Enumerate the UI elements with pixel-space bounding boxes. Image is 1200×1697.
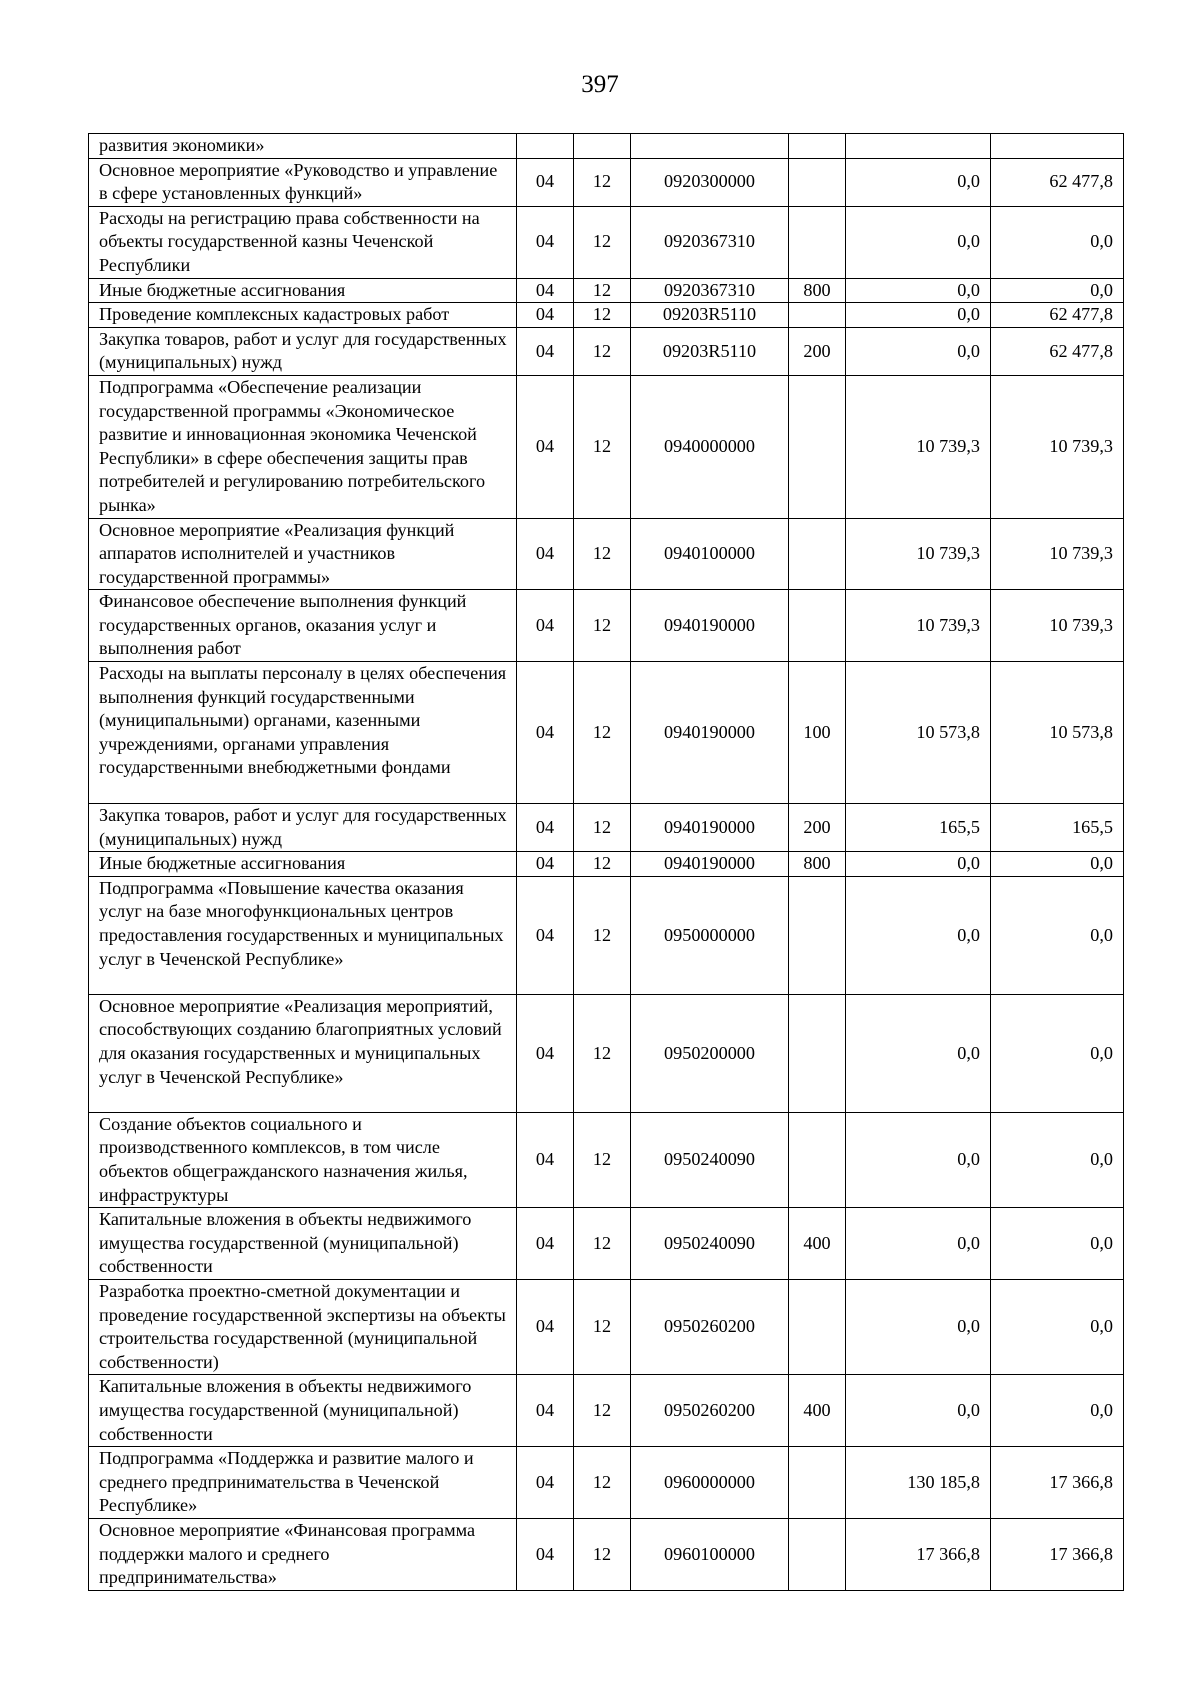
expense-type-code: 400 xyxy=(789,1375,846,1447)
table-row xyxy=(89,994,1124,1112)
budget-item-name: Проведение комплексных кадастровых работ xyxy=(89,303,517,328)
amount-year-2: 0,0 xyxy=(991,876,1124,994)
subsection-code: 12 xyxy=(574,278,631,303)
amount-year-2: 62 477,8 xyxy=(991,303,1124,328)
budget-item-name: Финансовое обеспечение выполнения функций государственных органов, оказания услуг и выполнения работ xyxy=(89,590,517,662)
expense-type-code xyxy=(789,518,846,590)
subsection-code: 12 xyxy=(574,1518,631,1590)
amount-year-1: 10 739,3 xyxy=(846,590,991,662)
target-article-code: 0960000000 xyxy=(631,1447,789,1519)
expense-type-code: 100 xyxy=(789,662,846,804)
table-row xyxy=(89,303,1124,328)
table-row xyxy=(89,158,1124,206)
expense-type-code xyxy=(789,876,846,994)
budget-item-name: Подпрограмма «Поддержка и развитие малого и среднего предпринимательства в Чеченской Республике» xyxy=(89,1447,517,1519)
table-body xyxy=(89,134,1124,1591)
table-row xyxy=(89,590,1124,662)
budget-item-name: Основное мероприятие «Реализация мероприятий, способствующих созданию благоприятных условий для оказания государственных и муниципальных услуг в Чеченской Республике» xyxy=(89,994,517,1112)
amount-year-2: 0,0 xyxy=(991,1375,1124,1447)
table-row xyxy=(89,375,1124,518)
subsection-code: 12 xyxy=(574,303,631,328)
amount-year-2: 0,0 xyxy=(991,994,1124,1112)
budget-item-name: Разработка проектно-сметной документации и проведение государственной экспертизы на объекты строительства государственной (муниципальной собственности) xyxy=(89,1280,517,1375)
section-code: 04 xyxy=(517,662,574,804)
expense-type-code xyxy=(789,375,846,518)
budget-item-name: Основное мероприятие «Финансовая программа поддержки малого и среднего предпринимательства» xyxy=(89,1518,517,1590)
section-code xyxy=(517,134,574,159)
amount-year-2: 0,0 xyxy=(991,206,1124,278)
target-article-code: 0950200000 xyxy=(631,994,789,1112)
section-code: 04 xyxy=(517,303,574,328)
table-row xyxy=(89,518,1124,590)
amount-year-1: 0,0 xyxy=(846,206,991,278)
expense-type-code xyxy=(789,158,846,206)
subsection-code: 12 xyxy=(574,852,631,877)
section-code: 04 xyxy=(517,876,574,994)
expense-type-code xyxy=(789,994,846,1112)
table-row xyxy=(89,134,1124,159)
target-article-code: 0940190000 xyxy=(631,590,789,662)
target-article-code: 0950260200 xyxy=(631,1375,789,1447)
expense-type-code xyxy=(789,206,846,278)
section-code: 04 xyxy=(517,518,574,590)
target-article-code: 0940100000 xyxy=(631,518,789,590)
section-code: 04 xyxy=(517,158,574,206)
amount-year-1: 0,0 xyxy=(846,1280,991,1375)
amount-year-1: 0,0 xyxy=(846,994,991,1112)
section-code: 04 xyxy=(517,590,574,662)
subsection-code: 12 xyxy=(574,662,631,804)
amount-year-1: 0,0 xyxy=(846,158,991,206)
section-code: 04 xyxy=(517,278,574,303)
amount-year-2: 62 477,8 xyxy=(991,158,1124,206)
expense-type-code: 800 xyxy=(789,278,846,303)
amount-year-2: 0,0 xyxy=(991,1112,1124,1207)
target-article-code: 0950240090 xyxy=(631,1112,789,1207)
expense-type-code xyxy=(789,1518,846,1590)
expense-type-code: 400 xyxy=(789,1208,846,1280)
budget-item-name: Капитальные вложения в объекты недвижимого имущества государственной (муниципальной) собственности xyxy=(89,1208,517,1280)
amount-year-2: 0,0 xyxy=(991,852,1124,877)
budget-item-name: Закупка товаров, работ и услуг для государственных (муниципальных) нужд xyxy=(89,804,517,852)
page-number: 397 xyxy=(581,71,619,98)
expense-type-code xyxy=(789,1447,846,1519)
section-code: 04 xyxy=(517,852,574,877)
target-article-code: 0950240090 xyxy=(631,1208,789,1280)
subsection-code: 12 xyxy=(574,158,631,206)
subsection-code: 12 xyxy=(574,994,631,1112)
target-article-code: 0950260200 xyxy=(631,1280,789,1375)
amount-year-2: 10 739,3 xyxy=(991,590,1124,662)
amount-year-1: 10 573,8 xyxy=(846,662,991,804)
amount-year-2: 165,5 xyxy=(991,804,1124,852)
amount-year-2: 0,0 xyxy=(991,278,1124,303)
section-code: 04 xyxy=(517,327,574,375)
subsection-code: 12 xyxy=(574,1447,631,1519)
amount-year-2 xyxy=(991,134,1124,159)
amount-year-1: 10 739,3 xyxy=(846,375,991,518)
section-code: 04 xyxy=(517,1447,574,1519)
budget-item-name: Основное мероприятие «Реализация функций аппаратов исполнителей и участников государственной программы» xyxy=(89,518,517,590)
amount-year-2: 10 739,3 xyxy=(991,518,1124,590)
amount-year-1: 0,0 xyxy=(846,1375,991,1447)
budget-item-name: Расходы на регистрацию права собственности на объекты государственной казны Чеченской Республики xyxy=(89,206,517,278)
table-row xyxy=(89,1208,1124,1280)
target-article-code: 0920367310 xyxy=(631,278,789,303)
target-article-code: 0950000000 xyxy=(631,876,789,994)
amount-year-1: 0,0 xyxy=(846,327,991,375)
section-code: 04 xyxy=(517,804,574,852)
target-article-code: 09203R5110 xyxy=(631,303,789,328)
amount-year-1: 0,0 xyxy=(846,1208,991,1280)
section-code: 04 xyxy=(517,1518,574,1590)
section-code: 04 xyxy=(517,375,574,518)
expense-type-code xyxy=(789,134,846,159)
amount-year-1: 0,0 xyxy=(846,852,991,877)
budget-item-name: Подпрограмма «Обеспечение реализации государственной программы «Экономическое развитие и инновационная экономика Чеченской Республики» в сфере обеспечения защиты прав потребителей и регулированию потребительского рынка» xyxy=(89,375,517,518)
amount-year-1: 10 739,3 xyxy=(846,518,991,590)
target-article-code: 0940190000 xyxy=(631,662,789,804)
section-code: 04 xyxy=(517,206,574,278)
expense-type-code xyxy=(789,303,846,328)
section-code: 04 xyxy=(517,994,574,1112)
table-row xyxy=(89,1280,1124,1375)
table-row xyxy=(89,1112,1124,1207)
table-row xyxy=(89,852,1124,877)
expense-type-code: 200 xyxy=(789,327,846,375)
amount-year-1: 0,0 xyxy=(846,278,991,303)
budget-item-name: Создание объектов социального и производственного комплексов, в том числе объектов общегражданского назначения жилья, инфраструктуры xyxy=(89,1112,517,1207)
budget-item-name: Иные бюджетные ассигнования xyxy=(89,852,517,877)
section-code: 04 xyxy=(517,1112,574,1207)
section-code: 04 xyxy=(517,1280,574,1375)
target-article-code: 0940190000 xyxy=(631,804,789,852)
subsection-code: 12 xyxy=(574,1112,631,1207)
amount-year-1: 0,0 xyxy=(846,876,991,994)
expense-type-code: 200 xyxy=(789,804,846,852)
subsection-code: 12 xyxy=(574,1375,631,1447)
amount-year-1 xyxy=(846,134,991,159)
target-article-code: 0920300000 xyxy=(631,158,789,206)
budget-item-name: развития экономики» xyxy=(89,134,517,159)
amount-year-2: 17 366,8 xyxy=(991,1518,1124,1590)
amount-year-2: 17 366,8 xyxy=(991,1447,1124,1519)
table-row xyxy=(89,278,1124,303)
expense-type-code: 800 xyxy=(789,852,846,877)
amount-year-1: 17 366,8 xyxy=(846,1518,991,1590)
target-article-code: 0920367310 xyxy=(631,206,789,278)
subsection-code: 12 xyxy=(574,327,631,375)
budget-item-name: Капитальные вложения в объекты недвижимого имущества государственной (муниципальной) собственности xyxy=(89,1375,517,1447)
subsection-code: 12 xyxy=(574,206,631,278)
subsection-code: 12 xyxy=(574,1208,631,1280)
target-article-code: 0940000000 xyxy=(631,375,789,518)
budget-table xyxy=(88,133,1124,1591)
section-code: 04 xyxy=(517,1208,574,1280)
budget-item-name: Основное мероприятие «Руководство и управление в сфере установленных функций» xyxy=(89,158,517,206)
budget-item-name: Иные бюджетные ассигнования xyxy=(89,278,517,303)
table-row xyxy=(89,1375,1124,1447)
budget-item-name: Расходы на выплаты персоналу в целях обеспечения выполнения функций государственными (муниципальными) органами, казенными учреждениями, органами управления государственными внебюджетными фондами xyxy=(89,662,517,804)
target-article-code: 09203R5110 xyxy=(631,327,789,375)
amount-year-2: 0,0 xyxy=(991,1208,1124,1280)
table-row xyxy=(89,662,1124,804)
amount-year-2: 62 477,8 xyxy=(991,327,1124,375)
table-row xyxy=(89,804,1124,852)
expense-type-code xyxy=(789,590,846,662)
expense-type-code xyxy=(789,1280,846,1375)
amount-year-1: 165,5 xyxy=(846,804,991,852)
target-article-code xyxy=(631,134,789,159)
budget-item-name: Подпрограмма «Повышение качества оказания услуг на базе многофункциональных центров предоставления государственных и муниципальных услуг в Чеченской Республике» xyxy=(89,876,517,994)
budget-item-name: Закупка товаров, работ и услуг для государственных (муниципальных) нужд xyxy=(89,327,517,375)
subsection-code: 12 xyxy=(574,876,631,994)
table-row xyxy=(89,1447,1124,1519)
subsection-code xyxy=(574,134,631,159)
amount-year-1: 0,0 xyxy=(846,303,991,328)
subsection-code: 12 xyxy=(574,375,631,518)
expense-type-code xyxy=(789,1112,846,1207)
subsection-code: 12 xyxy=(574,590,631,662)
amount-year-2: 10 739,3 xyxy=(991,375,1124,518)
section-code: 04 xyxy=(517,1375,574,1447)
amount-year-2: 10 573,8 xyxy=(991,662,1124,804)
subsection-code: 12 xyxy=(574,804,631,852)
target-article-code: 0940190000 xyxy=(631,852,789,877)
subsection-code: 12 xyxy=(574,518,631,590)
table-row xyxy=(89,206,1124,278)
table-row xyxy=(89,876,1124,994)
target-article-code: 0960100000 xyxy=(631,1518,789,1590)
amount-year-1: 0,0 xyxy=(846,1112,991,1207)
amount-year-2: 0,0 xyxy=(991,1280,1124,1375)
subsection-code: 12 xyxy=(574,1280,631,1375)
table-row xyxy=(89,327,1124,375)
table-row xyxy=(89,1518,1124,1590)
amount-year-1: 130 185,8 xyxy=(846,1447,991,1519)
